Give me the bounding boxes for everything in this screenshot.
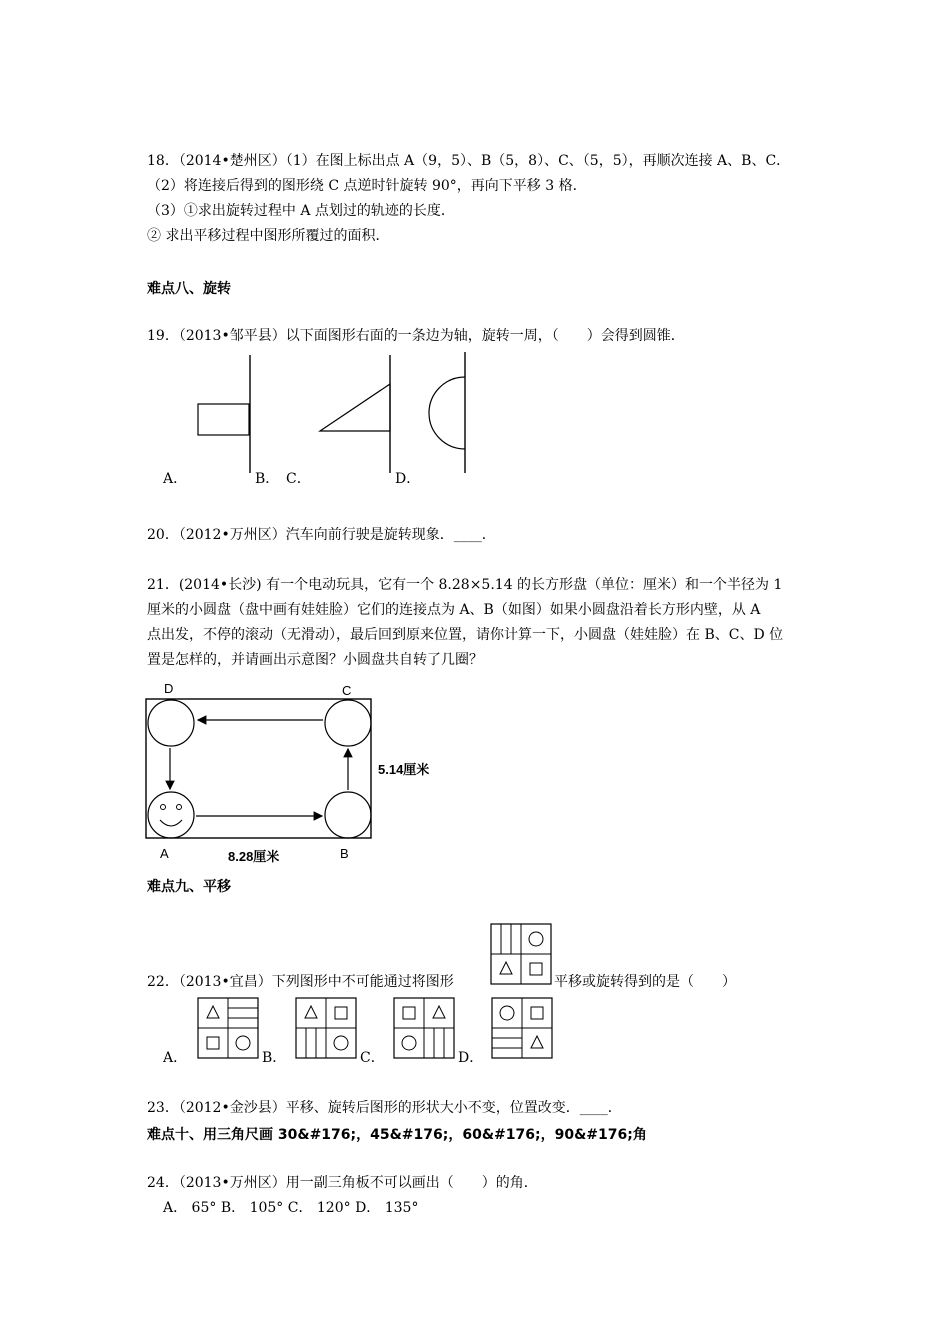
q18-line-4: ② 求出平移过程中图形所覆过的面积． <box>147 228 390 244</box>
q21-line-1: 21．(2014•长沙) 有一个电动玩具，它有一个 8.28×5.14 的长方形盘（单位：厘米）和一个半径为 1 <box>147 577 783 593</box>
q18-line-1: 18．（2014•楚州区）（1）在图上标出点 A（9，5）、B（5，8）、C、（5，5），再顺次连接 A、B、C． <box>147 153 791 169</box>
q19-text: 19．（2013•邹平县）以下面图形右面的一条边为轴，旋转一周，（ ）会得到圆锥． <box>147 328 685 344</box>
q22-text-left: 22．（2013•宜昌）下列图形中不可能通过将图形 <box>147 974 454 990</box>
q22-option-a-figure <box>198 998 258 1058</box>
q21-height-label: 5.14厘米 <box>378 762 430 777</box>
q22-option-d-figure <box>492 998 552 1058</box>
q19-option-a: A． <box>163 471 188 487</box>
q22-option-a: A． <box>163 1050 188 1066</box>
q19-option-d: D． <box>395 471 421 487</box>
section-8-heading: 难点八、旋转 <box>147 281 231 297</box>
q24-options: A． 65° B． 105° C． 120° D． 135° <box>163 1200 419 1216</box>
q21-line-2: 厘米的小圆盘（盘中画有娃娃脸）它们的连接点为 A、B（如图）如果小圆盘沿着长方形内壁，从 A <box>147 602 761 618</box>
section-9-heading: 难点九、平移 <box>147 879 231 895</box>
q22-option-b-figure <box>296 998 356 1058</box>
q18-line-3: （3）①求出旋转过程中 A 点划过的轨迹的长度． <box>147 203 455 219</box>
q20-text: 20．（2012•万州区）汽车向前行驶是旋转现象．____． <box>147 527 496 543</box>
q22-reference-figure <box>491 924 551 984</box>
q18-line-2: （2）将连接后得到的图形绕 C 点逆时针旋转 90°，再向下平移 3 格． <box>147 178 587 194</box>
q19-option-c: C． <box>286 471 311 487</box>
q22-option-b: B． <box>262 1050 287 1066</box>
q19-option-b: B． <box>255 471 280 487</box>
q21-line-3: 点出发，不停的滚动（无滑动），最后回到原来位置，请你计算一下，小圆盘（娃娃脸）在 B、C、D 位 <box>147 627 784 643</box>
q21-width-label: 8.28厘米 <box>228 849 280 864</box>
section-10-heading: 难点十、用三角尺画 30&#176;，45&#176;，60&#176;，90&#176;角 <box>147 1127 647 1143</box>
q22-text-right: 平移或旋转得到的是（ ） <box>554 974 736 990</box>
q21-label-a: A <box>160 846 169 861</box>
q22-option-d: D． <box>458 1050 484 1066</box>
q22-option-c-figure <box>394 998 454 1058</box>
q21-label-d: D <box>164 681 174 696</box>
q21-label-c: C <box>342 683 352 698</box>
q22-option-c: C． <box>360 1050 385 1066</box>
q21-line-4: 置是怎样的，并请画出示意图？小圆盘共自转了几圈？ <box>147 652 483 668</box>
q23-text: 23．（2012•金沙县）平移、旋转后图形的形状大小不变，位置改变．____． <box>147 1100 622 1116</box>
q21-label-b: B <box>340 846 349 861</box>
q24-text: 24．（2013•万州区）用一副三角板不可以画出（ ）的角． <box>147 1175 538 1191</box>
